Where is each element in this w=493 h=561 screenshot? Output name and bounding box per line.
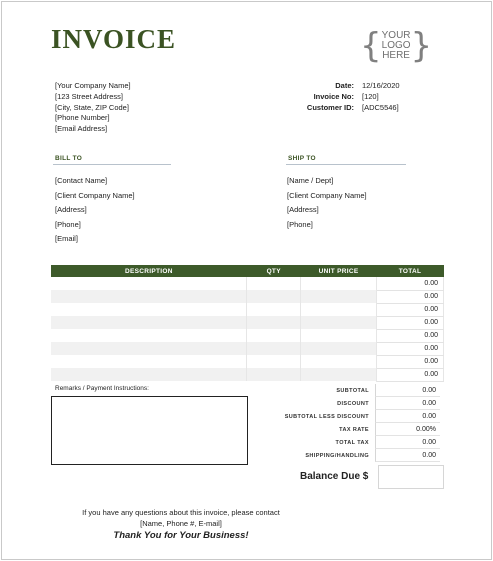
bill-to-line[interactable]: [Phone] xyxy=(55,219,81,229)
table-row xyxy=(51,368,444,381)
column-header-qty: QTY xyxy=(247,265,301,277)
total-cell: 0.00 xyxy=(377,303,444,316)
invoice-title: INVOICE xyxy=(51,24,176,54)
bill-to-address xyxy=(55,174,135,247)
qty-cell[interactable] xyxy=(247,329,301,342)
summary-value[interactable]: 0.00% xyxy=(375,423,440,436)
customer-id-label: Customer ID: xyxy=(306,102,354,112)
table-row xyxy=(51,277,444,290)
bill-to-line[interactable]: [Contact Name] xyxy=(55,176,108,185)
company-name: [Your Company Name] xyxy=(55,81,131,90)
date-label: Date: xyxy=(335,81,354,90)
summary-label: TOTAL TAX xyxy=(335,439,369,446)
total-cell: 0.00 xyxy=(377,368,444,381)
unit-price-cell[interactable] xyxy=(301,290,377,303)
logo-line: HERE xyxy=(382,50,410,61)
unit-price-cell[interactable] xyxy=(301,303,377,316)
column-header-unit-price: UNIT PRICE xyxy=(301,265,377,277)
logo-text xyxy=(382,31,411,61)
description-cell[interactable] xyxy=(51,355,247,368)
summary-row-total-tax xyxy=(270,436,444,449)
table-row xyxy=(51,303,444,316)
description-cell[interactable] xyxy=(51,316,247,329)
footer-contact-line: If you have any questions about this invoice, please contact xyxy=(82,508,280,517)
bill-to-line[interactable]: [Client Company Name] xyxy=(55,190,135,200)
qty-cell[interactable] xyxy=(247,342,301,355)
total-cell: 0.00 xyxy=(377,277,444,290)
summary-value[interactable]: 0.00 xyxy=(375,397,440,410)
qty-cell[interactable] xyxy=(247,303,301,316)
ship-to-address xyxy=(287,174,367,232)
summary-value: 0.00 xyxy=(375,410,440,423)
logo-line: LOGO xyxy=(381,40,411,51)
summary-label: SUBTOTAL xyxy=(336,387,369,394)
left-brace-icon: { xyxy=(360,26,382,66)
invoice-number-value[interactable]: [120] xyxy=(362,91,379,101)
unit-price-cell[interactable] xyxy=(301,342,377,355)
logo-line: YOUR xyxy=(381,30,411,41)
summary-row-shipping xyxy=(270,449,444,462)
total-cell: 0.00 xyxy=(377,342,444,355)
description-cell[interactable] xyxy=(51,290,247,303)
ship-to-line[interactable]: [Name / Dept] xyxy=(287,176,334,185)
total-cell: 0.00 xyxy=(377,329,444,342)
column-header-description: DESCRIPTION xyxy=(51,265,247,277)
logo-placeholder xyxy=(360,26,433,66)
table-row xyxy=(51,342,444,355)
description-cell[interactable] xyxy=(51,303,247,316)
qty-cell[interactable] xyxy=(247,277,301,290)
bill-to-divider xyxy=(53,164,171,165)
table-row xyxy=(51,290,444,303)
right-brace-icon: } xyxy=(410,26,433,66)
ship-to-heading: SHIP TO xyxy=(288,155,316,162)
company-info xyxy=(55,81,131,135)
qty-cell[interactable] xyxy=(247,290,301,303)
description-cell[interactable] xyxy=(51,342,247,355)
footer-contact-details: [Name, Phone #, E-mail] xyxy=(140,518,222,528)
bill-to-heading: BILL TO xyxy=(55,155,83,162)
ship-to-line[interactable]: [Client Company Name] xyxy=(287,190,367,200)
unit-price-cell[interactable] xyxy=(301,316,377,329)
description-cell[interactable] xyxy=(51,277,247,290)
summary-label: SHIPPING/HANDLING xyxy=(305,452,369,459)
summary-label: TAX RATE xyxy=(339,426,369,433)
table-header-row xyxy=(51,265,444,277)
company-city: [City, State, ZIP Code] xyxy=(55,102,129,112)
description-cell[interactable] xyxy=(51,368,247,381)
summary-label: DISCOUNT xyxy=(337,400,369,407)
company-street: [123 Street Address] xyxy=(55,91,123,101)
total-cell: 0.00 xyxy=(377,316,444,329)
balance-due-value xyxy=(378,465,444,489)
summary-label: SUBTOTAL LESS DISCOUNT xyxy=(284,413,369,420)
balance-due-label: Balance Due $ xyxy=(300,471,369,482)
invoice-meta xyxy=(280,81,422,113)
total-cell: 0.00 xyxy=(377,290,444,303)
unit-price-cell[interactable] xyxy=(301,355,377,368)
remarks-input[interactable] xyxy=(51,396,248,465)
summary-block xyxy=(270,384,444,462)
ship-to-line[interactable]: [Phone] xyxy=(287,219,313,229)
total-cell: 0.00 xyxy=(377,355,444,368)
summary-row-subtotal xyxy=(270,384,444,397)
table-row xyxy=(51,355,444,368)
qty-cell[interactable] xyxy=(247,368,301,381)
ship-to-line[interactable]: [Address] xyxy=(287,205,319,214)
summary-value: 0.00 xyxy=(375,436,440,449)
unit-price-cell[interactable] xyxy=(301,329,377,342)
company-email: [Email Address] xyxy=(55,124,108,134)
summary-value[interactable]: 0.00 xyxy=(375,449,440,462)
ship-to-divider xyxy=(286,164,406,165)
bill-to-line[interactable]: [Email] xyxy=(55,234,78,243)
company-phone: [Phone Number] xyxy=(55,113,110,123)
unit-price-cell[interactable] xyxy=(301,277,377,290)
thank-you-message: Thank You for Your Business! xyxy=(113,530,249,541)
unit-price-cell[interactable] xyxy=(301,368,377,381)
line-items-table xyxy=(51,265,444,382)
bill-to-line[interactable]: [Address] xyxy=(55,205,87,214)
invoice-number-label: Invoice No: xyxy=(313,91,354,101)
remarks-label: Remarks / Payment Instructions: xyxy=(55,385,149,392)
qty-cell[interactable] xyxy=(247,316,301,329)
summary-row-subtotal-less-discount xyxy=(270,410,444,423)
summary-value: 0.00 xyxy=(375,384,440,397)
customer-id-value[interactable]: [ADC5546] xyxy=(362,102,399,112)
column-header-total: TOTAL xyxy=(377,265,444,277)
qty-cell[interactable] xyxy=(247,355,301,368)
date-value[interactable]: 12/16/2020 xyxy=(362,81,400,90)
description-cell[interactable] xyxy=(51,329,247,342)
summary-row-tax-rate xyxy=(270,423,444,436)
footer xyxy=(50,508,312,542)
table-row xyxy=(51,329,444,342)
table-row xyxy=(51,316,444,329)
summary-row-discount xyxy=(270,397,444,410)
